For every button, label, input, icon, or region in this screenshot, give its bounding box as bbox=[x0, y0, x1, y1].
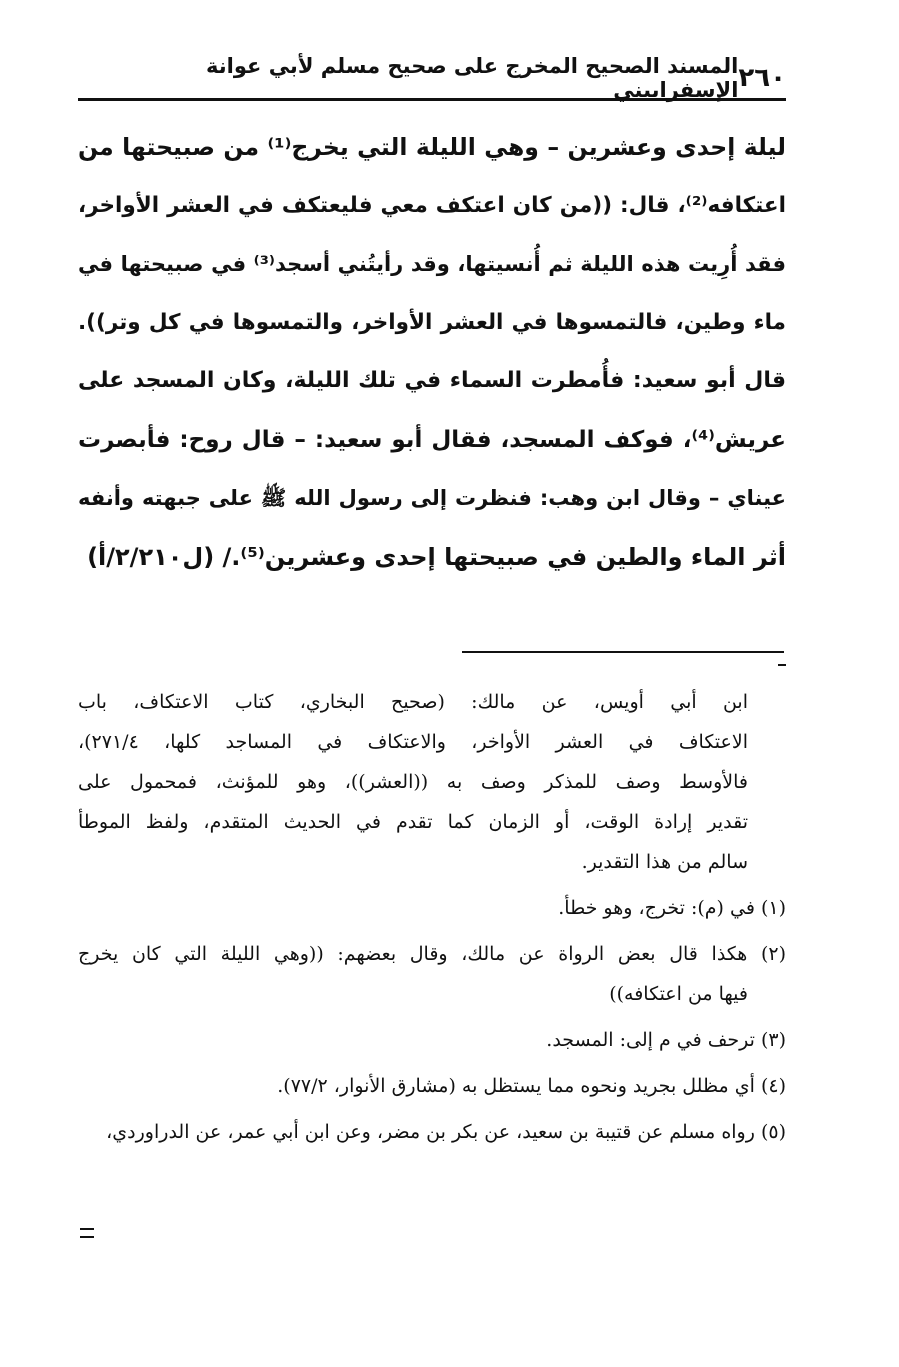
footnotes bbox=[78, 682, 786, 1152]
main-text-line: أثر الماء والطين في صبيحتها إحدى وعشرين⁽⁵⁾./ (ل٢/٢١٠/أ) bbox=[87, 542, 786, 571]
main-text-line: ماء وطين، فالتمسوها في العشر الأواخر، والتمسوها في كل وتر)). bbox=[78, 309, 786, 335]
page-header bbox=[78, 54, 786, 102]
page-number: ٢٦٠ bbox=[738, 63, 786, 93]
continuation-mark bbox=[778, 664, 786, 666]
main-text-line: عيناي – وقال ابن وهب: فنظرت إلى رسول الله ﷺ على جبهته وأنفه bbox=[78, 486, 786, 510]
footnote-line: فالأوسط وصف للمذكر وصف به ((العشر))، وهو للمؤنث، فمحمول على bbox=[78, 771, 748, 793]
footnote-line: (٢) هكذا قال بعض الرواة عن مالك، وقال بعضهم: ((وهي الليلة التي كان يخرج bbox=[78, 943, 786, 965]
footnote-line: فيها من اعتكافه)) bbox=[609, 983, 748, 1005]
main-text-line: اعتكافه⁽²⁾، قال: ((من كان اعتكف معي فليعتكف في العشر الأواخر، bbox=[78, 192, 786, 218]
footnote-line: (٥) رواه مسلم عن قتيبة بن سعيد، عن بكر بن مضر، وعن ابن أبي عمر، عن الدراوردي، bbox=[106, 1121, 786, 1143]
footnote-continuation bbox=[78, 682, 786, 882]
main-text-line: فقد أُرِيت هذه الليلة ثم أُنسيتها، وقد رأيتُني أسجد⁽³⁾ في صبيحتها في bbox=[78, 252, 786, 276]
footnote-5 bbox=[78, 1112, 786, 1152]
running-title: المسند الصحيح المخرج على صحيح مسلم لأبي عوانة الإسفراييني bbox=[206, 54, 739, 102]
footnote-line: تقدير إرادة الوقت، أو الزمان كما تقدم في الحديث المتقدم، ولفظ الموطأ bbox=[78, 811, 748, 833]
main-text-line: قال أبو سعيد: فأُمطرت السماء في تلك الليلة، وكان المسجد على bbox=[78, 368, 786, 393]
footnote-line: (١) في (م): تخرج، وهو خطأ. bbox=[558, 897, 786, 919]
footnote-3 bbox=[78, 1020, 786, 1060]
continued-mark bbox=[80, 1228, 94, 1238]
footnote-1 bbox=[78, 888, 786, 928]
footnote-2 bbox=[78, 934, 786, 1014]
footnote-line: (٣) ترحف في م إلى: المسجد. bbox=[546, 1029, 786, 1051]
footnote-line: ابن أبي أويس، عن مالك: (صحيح البخاري، كتاب الاعتكاف، باب bbox=[78, 691, 748, 713]
footnote-separator bbox=[462, 651, 784, 653]
footnote-line: (٤) أي مظلل بجريد ونحوه مما يستظل به (مشارق الأنوار، ٧٧/٢). bbox=[277, 1075, 786, 1097]
footnote-4 bbox=[78, 1066, 786, 1106]
main-text bbox=[78, 118, 786, 586]
main-text-line: ليلة إحدى وعشرين – وهي الليلة التي يخرج⁽¹⁾ من صبيحتها من bbox=[78, 133, 786, 161]
header-rule bbox=[78, 98, 786, 101]
footnote-line: سالم من هذا التقدير. bbox=[581, 851, 748, 873]
main-text-line: عريش⁽⁴⁾، فوكف المسجد، فقال أبو سعيد: – قال روح: فأبصرت bbox=[78, 426, 786, 453]
footnote-line: الاعتكاف في العشر الأواخر، والاعتكاف في المساجد كلها، ٢٧١/٤)، bbox=[78, 731, 748, 753]
